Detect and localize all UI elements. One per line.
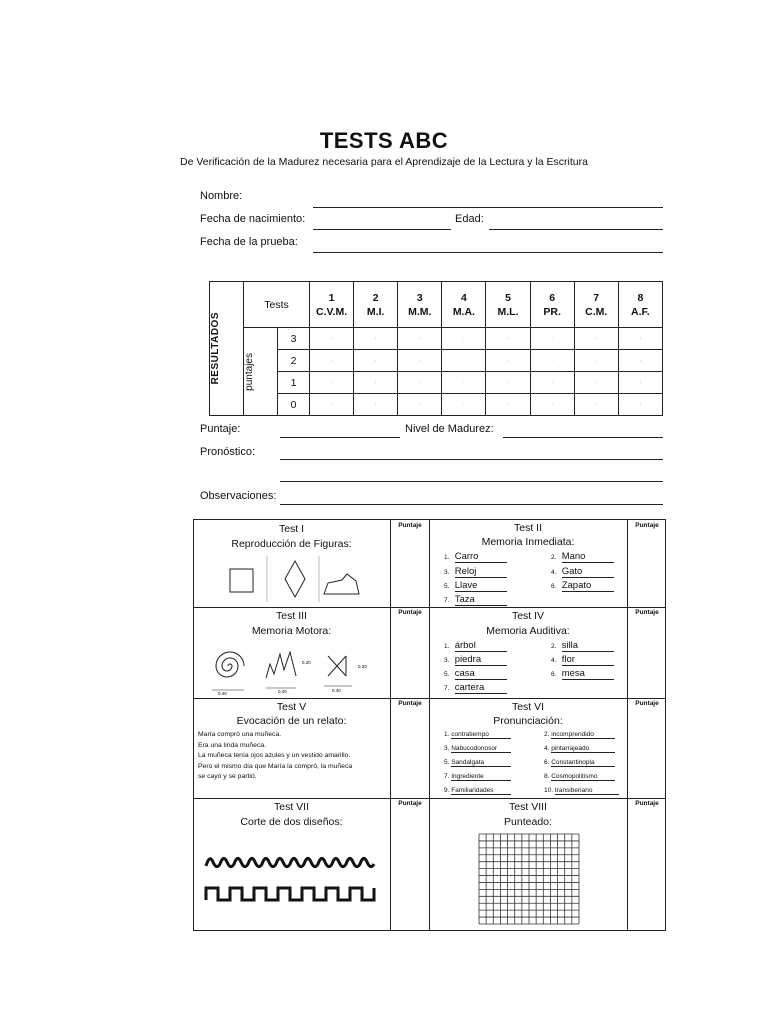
col-header: 1 C.V.M. [310,282,354,328]
score-cell[interactable]: · [310,328,354,350]
score-cell[interactable]: · [618,350,662,372]
resultados-label: RESULTADOS [210,312,221,385]
test4-title: Test IV [511,610,545,622]
score-cell[interactable]: · [530,394,574,416]
list-item: 3. Nabucodonosor [444,745,511,753]
list-item: 5. casa [444,668,507,680]
score-cell[interactable]: · [442,394,486,416]
col-header: 5 M.L. [486,282,530,328]
test2-title: Test II [513,522,542,534]
page-title: TESTS ABC [319,128,449,153]
list-item: 3. piedra [444,654,507,666]
edad-label: Edad: [455,213,484,225]
test8-title: Test VIII [509,801,547,813]
grid-divider [390,519,391,931]
observaciones-label: Observaciones: [200,490,277,502]
col-header: 3 M.M. [398,282,442,328]
puntaje-col-label: Puntaje [635,800,659,807]
score-row [210,350,663,372]
test7-title: Test VII [273,801,309,813]
puntajes-label: puntajes [244,352,255,391]
grid-divider [193,698,666,699]
diamond-figure [285,561,305,597]
measure-label: 0.20 [358,664,367,669]
list-item: 5. Llave [444,580,507,592]
puntaje-col-label: Puntaje [635,609,659,616]
score-cell[interactable]: · [310,394,354,416]
score-cell[interactable]: · [574,394,618,416]
score-cell[interactable]: · [618,328,662,350]
list-item: 5. Sandalgata [444,759,511,767]
col-header: 6 PR. [530,282,574,328]
puntaje-col-label: Puntaje [398,800,422,807]
list-item: 3. Reloj [444,566,507,578]
list-item: 7. cartera [444,682,507,694]
list-item: 9. Familiaridades [444,787,511,795]
score-cell[interactable]: · [398,372,442,394]
list-item: 4. Gato [551,566,614,578]
measure-label: 0.40 [332,688,341,693]
score-cell[interactable]: · [618,394,662,416]
observaciones-field[interactable] [280,504,663,505]
fecha-prueba-field[interactable] [313,252,663,253]
page-subtitle: De Verificación de la Madurez necesaria para el Aprendizaje de la Lectura y la Escritura [180,156,588,168]
score-cell[interactable]: · [310,350,354,372]
test7-designs [204,852,380,908]
score-cell[interactable]: · [486,328,530,350]
test4-subtitle: Memoria Auditiva: [486,625,570,637]
score-cell[interactable]: · [354,394,398,416]
zigzag-figure [266,652,296,678]
nombre-field[interactable] [313,207,663,208]
grid-divider [193,798,666,799]
list-item: 8. Cosmopolitismo [544,773,615,781]
col-header: 7 C.M. [574,282,618,328]
score-cell[interactable]: · [530,372,574,394]
list-item: 2. silla [551,640,614,652]
list-item: 1. Carro [444,551,507,563]
test8-subtitle: Punteado: [504,816,552,828]
spiral-figure [216,652,244,677]
score-cell[interactable]: · [530,328,574,350]
story-text: María compró una muñeca. Era una linda muñeca. La muñeca tenía ojos azules y un vestido amarillo. Pero el mismo día que María la compró, la muñeca se cayó y se partió. [198,731,353,780]
score-cell[interactable]: · [354,350,398,372]
resultados-label-cell [210,282,244,416]
test5-subtitle: Evocación de un relato: [236,715,347,727]
score-cell[interactable]: · [618,372,662,394]
pronostico-field-2[interactable] [280,481,663,482]
score-row [210,372,663,394]
score-cell[interactable]: · [486,350,530,372]
score-cell[interactable]: · [486,394,530,416]
nivel-madurez-field[interactable] [503,437,663,438]
list-item: 1. contratiempo [444,731,511,739]
score-cell[interactable]: · [530,350,574,372]
list-item: 2. Mano [551,551,614,563]
test2-subtitle: Memoria Inmediata: [481,536,575,548]
test3-figures [206,642,376,696]
col-header: 4 M.A. [442,282,486,328]
score-cell[interactable]: · [486,372,530,394]
edad-field[interactable] [489,229,663,230]
score-row [210,328,663,350]
test3-title: Test III [276,610,307,622]
list-item: 6. Constantinopla [544,759,615,767]
list-item: 7. Ingrediente [444,773,511,781]
test1-title: Test I [278,523,305,535]
pronostico-field-1[interactable] [280,459,663,460]
test1-figures [216,556,372,602]
score-cell[interactable]: · [398,394,442,416]
nombre-label: Nombre: [200,190,243,202]
list-item: 1. árbol [444,640,507,652]
tests-label: Tests [244,282,310,328]
puntaje-col-label: Puntaje [398,522,422,529]
puntaje-field[interactable] [280,437,400,438]
test6-title: Test VI [511,701,545,713]
score-cell[interactable]: · [574,372,618,394]
score-row [210,394,663,416]
puntajes-label-cell [244,328,278,416]
puntaje-col-label: Puntaje [398,609,422,616]
score-cell[interactable]: · [398,350,442,372]
score-cell[interactable]: · [398,328,442,350]
col-header: 2 M.I. [354,282,398,328]
list-item: 6. mesa [551,668,614,680]
punteado-grid[interactable] [478,833,580,925]
score-cell[interactable]: · [574,350,618,372]
test1-subtitle: Reproducción de Figuras: [231,538,352,550]
nivel-madurez-label: Nivel de Madurez: [405,423,494,435]
list-item: 2. incomprendido [544,731,615,739]
grid-divider [627,519,628,931]
score-cell[interactable]: · [310,372,354,394]
test7-subtitle: Corte de dos diseños: [240,816,343,828]
square-wave-design [206,888,374,900]
score-cell[interactable]: · [442,328,486,350]
score-label: 0 [278,394,310,416]
wave-design [206,858,374,866]
measure-label: 0.40 [218,691,227,696]
list-item: 6. Zapato [551,580,614,592]
list-item: 4. flor [551,654,614,666]
results-table [209,281,663,416]
puntaje-col-label: Puntaje [398,700,422,707]
score-label: 1 [278,372,310,394]
score-cell[interactable]: · [354,372,398,394]
score-label: 2 [278,350,310,372]
score-cell[interactable]: · [354,328,398,350]
test5-title: Test V [276,701,307,713]
score-label: 3 [278,328,310,350]
list-item: 10. transiberiano [544,787,619,795]
puntaje-col-label: Puntaje [635,700,659,707]
list-item: 7. Taza [444,594,507,606]
score-cell[interactable]: · [442,372,486,394]
pronostico-label: Pronóstico: [200,446,256,458]
col-header: 8 A.F. [618,282,662,328]
irregular-figure [324,574,359,594]
test6-subtitle: Pronunciación: [493,715,563,727]
puntaje-col-label: Puntaje [635,522,659,529]
puntaje-label: Puntaje: [200,423,241,435]
fecha-prueba-label: Fecha de la prueba: [200,236,298,248]
grid-divider [193,607,666,608]
measure-label: 0.20 [302,660,311,665]
square-figure [230,569,253,592]
score-cell[interactable]: · [574,328,618,350]
fecha-nacimiento-field[interactable] [313,229,451,230]
fecha-nacimiento-label: Fecha de nacimiento: [200,213,306,225]
score-cell[interactable]: · [442,350,486,372]
test3-subtitle: Memoria Motora: [251,625,332,637]
list-item: 4. pintarrajeado [544,745,615,753]
measure-label: 0.40 [278,689,287,694]
